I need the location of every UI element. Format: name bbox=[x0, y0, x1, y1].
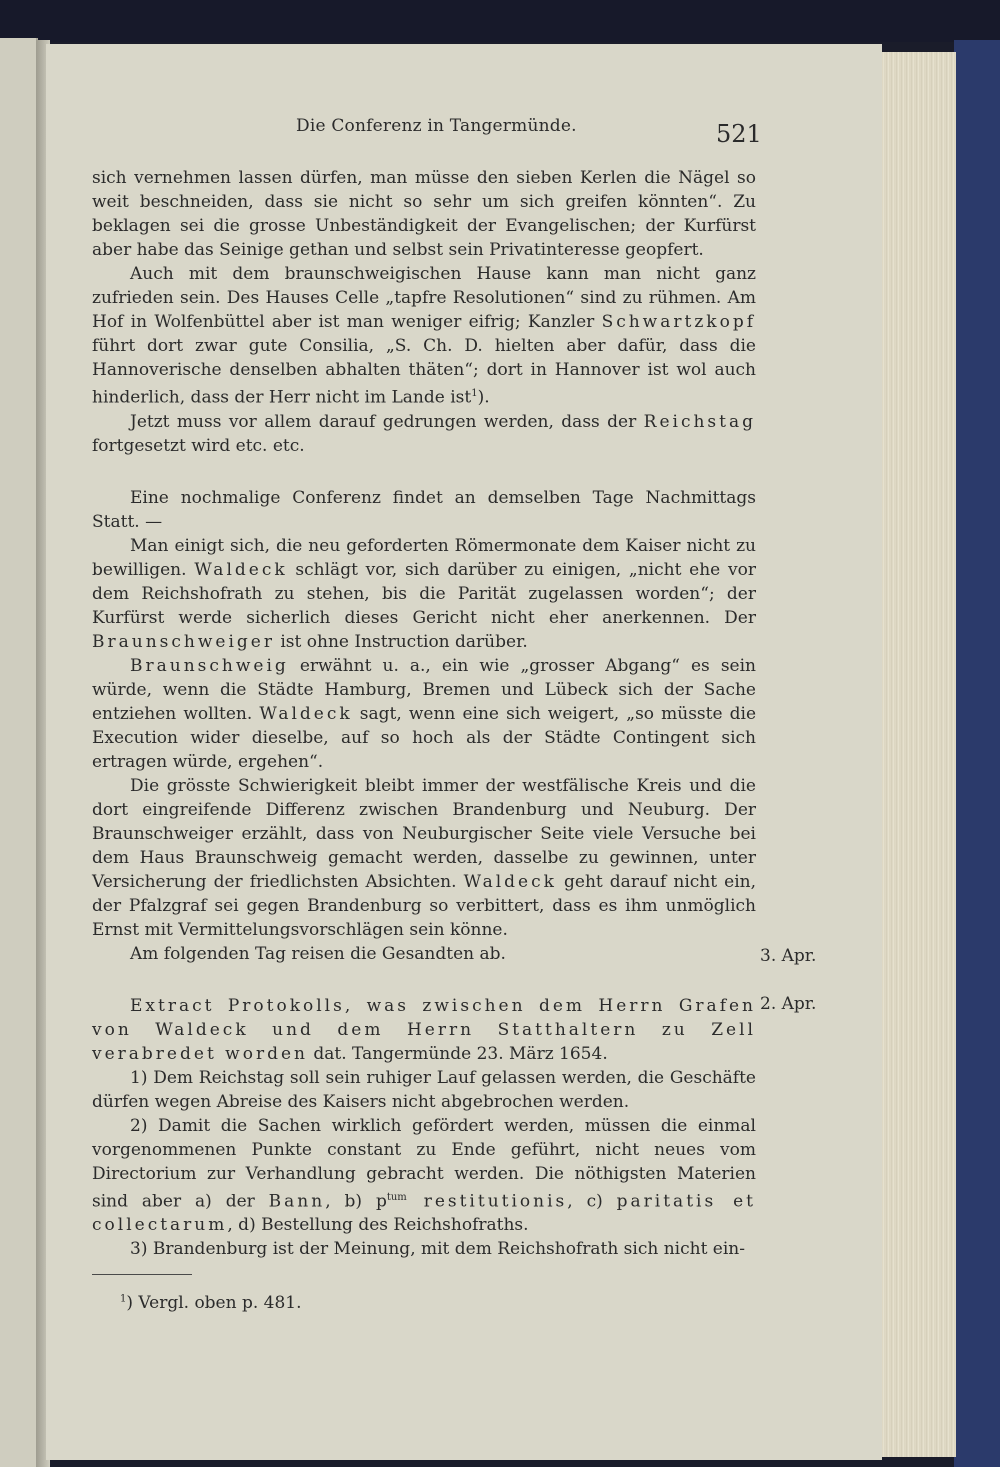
paragraph: 2) Damit die Sachen wirklich gefördert werden, müssen die einmal vorgenommenen Punkte constant zu Ende geführt, nicht neues vom Directorium zur Verhandlung gebracht werden. Die nöthigsten Materien sind aber a) der Bann, b) $p^{tum}$ restitutionis, c) paritatis et collectarum, d) Bestellung des Reichshofraths. bbox=[92, 1115, 756, 1236]
book-cover-right bbox=[954, 40, 1000, 1467]
paragraph: Die grösste Schwierigkeit bleibt immer der westfälische Kreis und die dort eingreifende Differenz zwischen Brandenburg und Neuburg. Der Braunschweiger erzählt, dass von Neuburgischer Seite viele Versuche bei dem Haus Braunschweig gemacht werden, dasselbe zu gewinnen, unter Versicherung der friedlichsten Absichten. Waldeck geht darauf nicht ein, der Pfalzgraf sei gegen Brandenburg so verbittert, dass es ihm unmöglich Ernst mit Vermittelungsvorschlägen sein könne. bbox=[92, 775, 756, 940]
paragraph: Jetzt muss vor allem darauf gedrungen werden, dass der Reichstag fortgesetzt wird etc. etc. bbox=[92, 411, 756, 456]
previous-page-edge bbox=[0, 38, 38, 1467]
footnote-rule bbox=[92, 1274, 192, 1275]
paragraph: 1) Dem Reichstag soll sein ruhiger Lauf gelassen werden, die Geschäfte dürfen wegen Abreise des Kaisers nicht abgebrochen werden. bbox=[92, 1067, 756, 1112]
paragraph: 3) Brandenburg ist der Meinung, mit dem Reichshofrath sich nicht ein- bbox=[130, 1239, 745, 1260]
page-number: 521 bbox=[716, 120, 762, 148]
running-title: Die Conferenz in Tangermünde. bbox=[296, 116, 577, 136]
page-body bbox=[92, 166, 756, 1261]
paragraph: Man einigt sich, die neu geforderten Römermonate dem Kaiser nicht zu bewilligen. Waldeck schlägt vor, sich darüber zu einigen, „nicht ehe vor dem Reichshofrath zu stehen, bis die Parität zugelassen worden“; der Kurfürst werde sicherlich dieses Gericht nicht eher anerkennen. Der Braunschweiger ist ohne Instruction darüber. bbox=[92, 535, 756, 652]
paragraph: Eine nochmalige Conferenz findet an demselben Tage Nachmittags Statt. — bbox=[92, 487, 756, 532]
paragraph: Auch mit dem braunschweigischen Hause kann man nicht ganz zufrieden sein. Des Hauses Celle „tapfre Resolutionen“ sind zu rühmen. Am Hof in Wolfenbüttel aber ist man weniger eifrig; Kanzler Schwartzkopf führt dort zwar gute Consilia, „S. Ch. D. hielten aber dafür, dass die Hannoverische denselben abhalten thäten“; dort in Hannover ist wol auch hinderlich, dass der Herr nicht im Lande ist$^1$). bbox=[92, 264, 756, 408]
footnote-marker: 1 bbox=[120, 1293, 127, 1305]
page-stack-edges bbox=[880, 52, 956, 1457]
paragraph: sich vernehmen lassen dürfen, man müsse den sieben Kerlen die Nägel so weit beschneiden, dass sie nicht so sehr um sich greifen könnten“. Zu beklagen sei die grosse Unbeständigkeit der Evangelischen; der Kurfürst aber habe das Seinige gethan und selbst sein Privatinteresse geopfert. bbox=[92, 168, 756, 260]
margin-date-note: 3. Apr. bbox=[760, 946, 817, 966]
margin-date-note: 2. Apr. bbox=[760, 994, 817, 1014]
footnote: $^1$) Vergl. oben p. 481. bbox=[120, 1293, 302, 1313]
paragraph: Am folgenden Tag reisen die Gesandten ab. bbox=[130, 943, 506, 964]
footnote-ref: 1 bbox=[471, 388, 478, 399]
paragraph: Braunschweig erwähnt u. a., ein wie „grosser Abgang“ es sein würde, wenn die Städte Hamburg, Bremen und Lübeck sich der Sache entziehen wollten. Waldeck sagt, wenn eine sich weigert, „so müsste die Execution wider dieselbe, auf so hoch als der Städte Contingent sich ertragen würde, ergehen“. bbox=[92, 655, 757, 772]
paragraph: Extract Protokolls, was zwischen dem Herrn Grafen von Waldeck und dem Herrn Statthaltern zu Zell verabredet worden dat. Tangermünde 23. März 1654. bbox=[92, 995, 756, 1064]
book-cover-top bbox=[0, 0, 1000, 42]
